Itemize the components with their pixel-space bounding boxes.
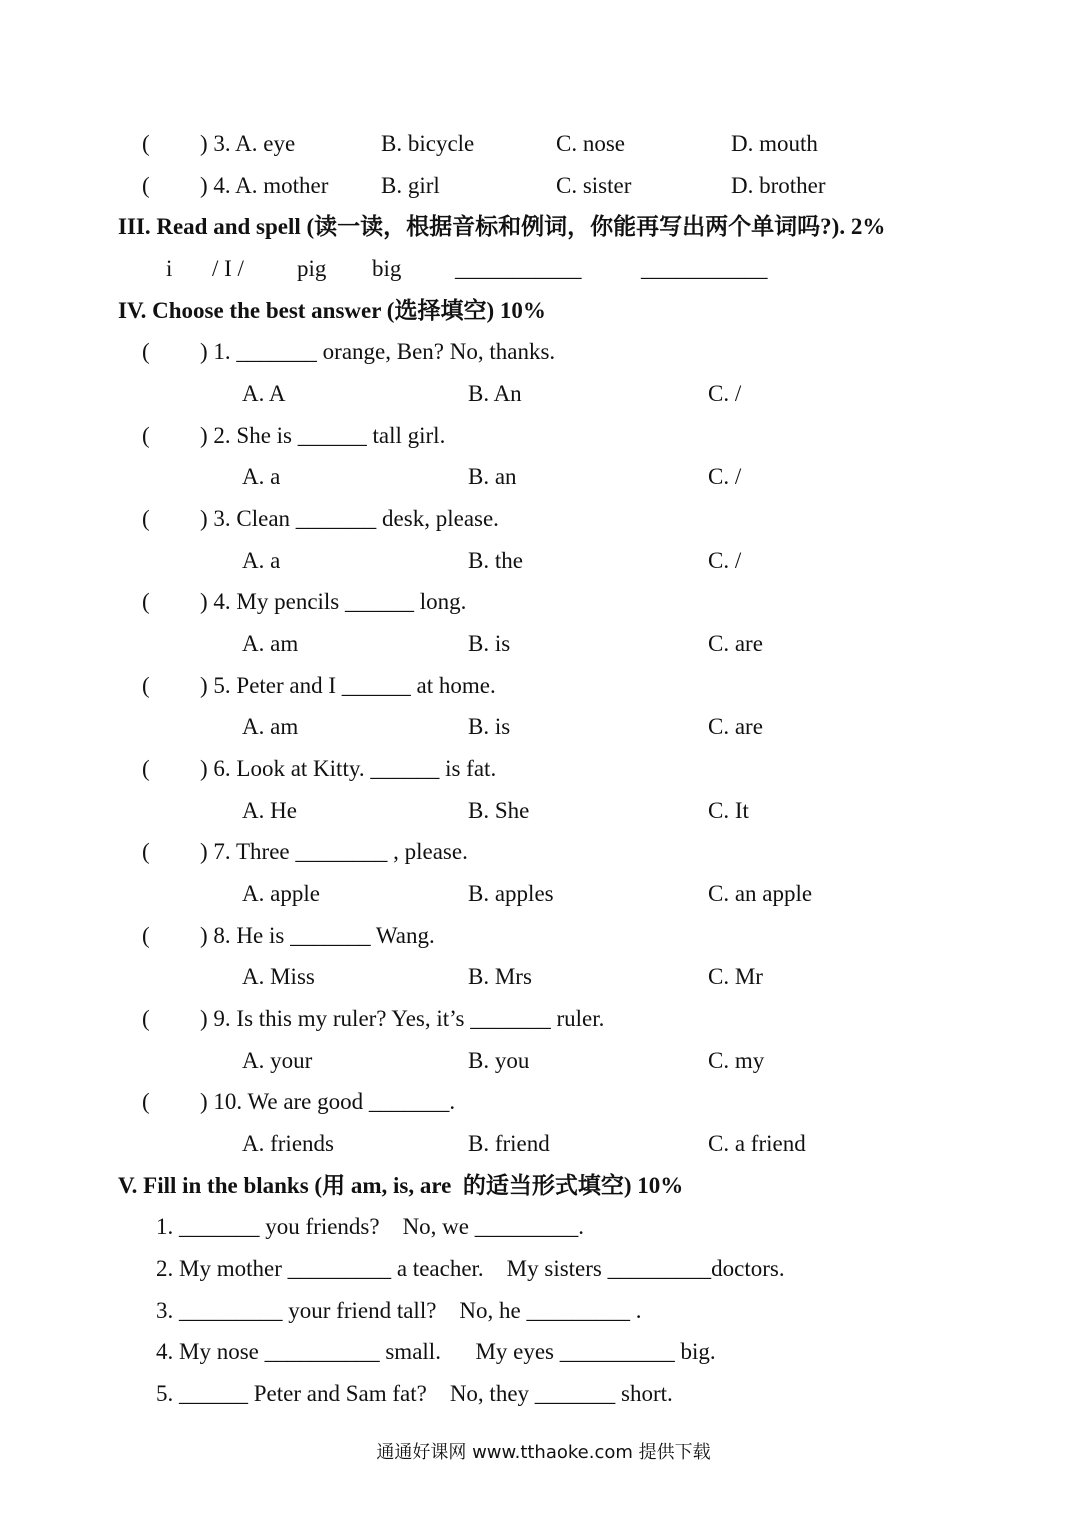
option-c: C. / xyxy=(708,464,742,489)
letter: i xyxy=(166,256,173,281)
option-b: B. is xyxy=(468,714,511,739)
answer-paren-open: ( xyxy=(142,423,150,448)
answer-paren-open: ( xyxy=(142,131,150,156)
option-a: A. A xyxy=(242,381,286,406)
answer-paren-open: ( xyxy=(142,673,150,698)
option-c: C. a friend xyxy=(708,1131,806,1156)
option-a: A. Miss xyxy=(242,964,315,989)
answer-paren-open: ( xyxy=(142,1006,150,1031)
question-text: ) 6. Look at Kitty. ______ is fat. xyxy=(200,756,497,781)
answer-paren-open: ( xyxy=(142,339,150,364)
answer-paren-open: ( xyxy=(142,1089,150,1114)
option-b: B. the xyxy=(468,548,523,573)
option-c: C. my xyxy=(708,1048,765,1073)
section4-heading: IV. Choose the best answer (选择填空) 10% xyxy=(118,298,546,323)
question-text: ) 3. A. eye xyxy=(200,131,296,156)
phonetic-symbol: / I / xyxy=(212,256,244,281)
fill-blank-item: 1. _______ you friends? No, we _________. xyxy=(156,1214,585,1239)
option-c: C. Mr xyxy=(708,964,763,989)
option-a: A. am xyxy=(242,714,299,739)
question-text: ) 8. He is _______ Wang. xyxy=(200,923,435,948)
option-b: B. She xyxy=(468,798,530,823)
option-a: A. your xyxy=(242,1048,313,1073)
question-text: ) 1. _______ orange, Ben? No, thanks. xyxy=(200,339,556,364)
answer-paren-open: ( xyxy=(142,756,150,781)
option-a: A. am xyxy=(242,631,299,656)
option-a: A. He xyxy=(242,798,297,823)
option-c: C. are xyxy=(708,631,763,656)
option-b: B. friend xyxy=(468,1131,550,1156)
fill-blank-item: 2. My mother _________ a teacher. My sisters _________doctors. xyxy=(156,1256,785,1281)
option-d: D. mouth xyxy=(731,131,818,156)
option-b: B. an xyxy=(468,464,517,489)
question-text: ) 7. Three ________ , please. xyxy=(200,839,468,864)
option-c: C. / xyxy=(708,381,742,406)
question-text: ) 10. We are good _______. xyxy=(200,1089,456,1114)
answer-paren-open: ( xyxy=(142,173,150,198)
section3-heading: III. Read and spell (读一读，根据音标和例词，你能再写出两个单词吗?). 2% xyxy=(118,214,886,239)
fill-blank-item: 4. My nose __________ small. My eyes __________ big. xyxy=(156,1339,716,1364)
option-b: B. An xyxy=(468,381,522,406)
answer-paren-open: ( xyxy=(142,839,150,864)
section5-heading: V. Fill in the blanks (用 am, is, are 的适当形式填空) 10% xyxy=(118,1173,684,1198)
option-a: A. a xyxy=(242,464,281,489)
page-footer: 通通好课网 www.tthaoke.com 提供下载 xyxy=(376,1442,711,1463)
option-b: B. you xyxy=(468,1048,530,1073)
answer-blank[interactable]: ___________ xyxy=(455,256,582,281)
option-a: A. a xyxy=(242,548,281,573)
answer-paren-open: ( xyxy=(142,589,150,614)
option-c: C. It xyxy=(708,798,749,823)
fill-blank-item: 5. ______ Peter and Sam fat? No, they _______ short. xyxy=(156,1381,673,1406)
question-text: ) 4. A. mother xyxy=(200,173,329,198)
question-text: ) 5. Peter and I ______ at home. xyxy=(200,673,496,698)
example-word: big xyxy=(372,256,402,281)
option-b: B. is xyxy=(468,631,511,656)
option-a: A. apple xyxy=(242,881,320,906)
answer-paren-open: ( xyxy=(142,506,150,531)
option-b: B. girl xyxy=(381,173,440,198)
option-b: B. apples xyxy=(468,881,554,906)
option-c: C. sister xyxy=(556,173,632,198)
option-c: C. are xyxy=(708,714,763,739)
option-a: A. friends xyxy=(242,1131,334,1156)
question-text: ) 4. My pencils ______ long. xyxy=(200,589,467,614)
question-text: ) 2. She is ______ tall girl. xyxy=(200,423,446,448)
option-c: C. an apple xyxy=(708,881,813,906)
answer-blank[interactable]: ___________ xyxy=(641,256,768,281)
example-word: pig xyxy=(297,256,327,281)
option-b: B. bicycle xyxy=(381,131,475,156)
option-b: B. Mrs xyxy=(468,964,532,989)
option-c: C. nose xyxy=(556,131,625,156)
option-c: C. / xyxy=(708,548,742,573)
option-d: D. brother xyxy=(731,173,826,198)
question-text: ) 9. Is this my ruler? Yes, it’s _______ ruler. xyxy=(200,1006,605,1031)
answer-paren-open: ( xyxy=(142,923,150,948)
fill-blank-item: 3. _________ your friend tall? No, he _________ . xyxy=(156,1298,642,1323)
question-text: ) 3. Clean _______ desk, please. xyxy=(200,506,499,531)
